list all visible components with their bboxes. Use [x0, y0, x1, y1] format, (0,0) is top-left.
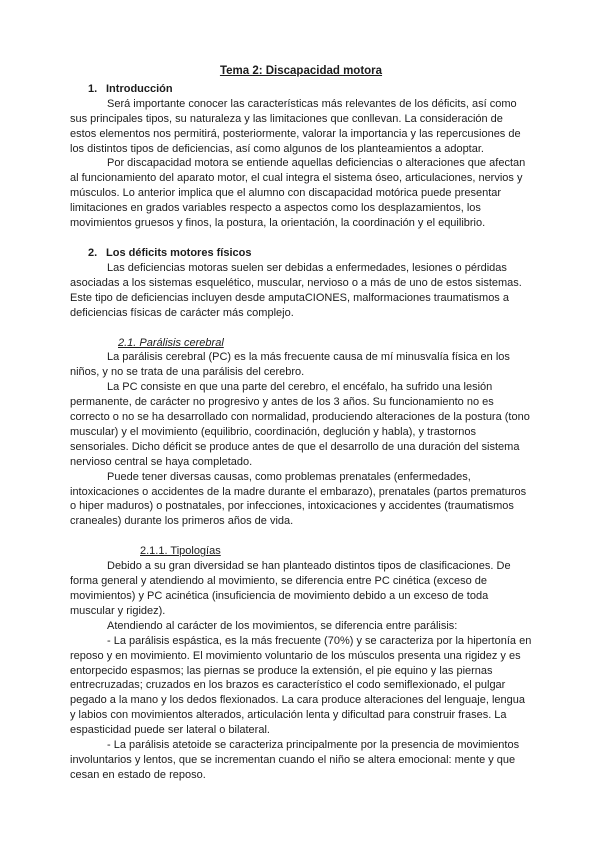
section-heading-introduccion [88, 82, 532, 97]
section-heading-deficits-motores [88, 246, 532, 261]
paragraph-tipologias-2: Atendiendo al carácter de los movimientos, se diferencia entre parálisis: [107, 619, 458, 632]
section-number: 1. [88, 82, 98, 95]
subsection-heading-tipologias: 2.1.1. Tipologías [140, 545, 221, 558]
document-title: Tema 2: Discapacidad motora [219, 65, 383, 77]
section-label: Introducción [106, 82, 173, 95]
paragraph-paralisis-espastica: - La parálisis espástica, es la más frecuente (70%) y se caracteriza por la hipertonía en reposo y en movimiento. El movimiento voluntario de los músculos presenta una rigidez y es entorpecido espasmos; las piernas se produce la extensión, el pie equino y las piernas entrecruzadas; cruzados en los brazos es característico el codo semiflexionado, el pulgar pegado a la mano y los dedos flexionados. La cara produce alteraciones del lenguaje, lengua y labios con movimientos alterados, articulación lenta y dificultad para construir frases. La espasticidad puede ser lateral o bilateral. [70, 634, 532, 737]
section-number: 2. [88, 246, 98, 259]
paragraph-pc-1: La parálisis cerebral (PC) es la más frecuente causa de mí minusvalía física en los niños, y no se trata de una parálisis del cerebro. [70, 351, 510, 379]
paragraph-deficits: Las deficiencias motoras suelen ser debidas a enfermedades, lesiones o pérdidas asociadas a los sistemas esquelético, muscular, nervioso o a más de uno de estos sistemas. Este tipo de deficiencias incluyen desde amputaCIONES, malformaciones traumatismos a deficiencias físicas de carácter más complejo. [70, 261, 522, 319]
section-label: Los déficits motores físicos [106, 246, 252, 259]
paragraph-intro-1: Será importante conocer las características más relevantes de los déficits, así como sus principales tipos, su naturaleza y las limitaciones que conllevan. La consideración de estos elementos nos permitirá, posteriormente, valorar la importancia y las repercusiones de los distintos tipos de deficiencias, así como algunos de los planteamientos a adoptar. [70, 97, 521, 155]
subsection-heading-paralisis-cerebral: 2.1. Parálisis cerebral [118, 336, 224, 349]
paragraph-intro-2: Por discapacidad motora se entiende aquellas deficiencias o alteraciones que afectan al funcionamiento del aparato motor, el cual integra el sistema óseo, articulaciones, nervios y músculos. Lo anterior implica que el alumno con discapacidad motórica puede presentar limitaciones en grados variables respecto a aspectos como los desplazamientos, los movimientos gruesos y finos, la postura, la orientación, la coordinación y el equilibrio. [70, 157, 526, 230]
paragraph-pc-3: Puede tener diversas causas, como problemas prenatales (enfermedades, intoxicaciones o accidentes de la madre durante el embarazo), prenatales (partos prematuros o hiper maduros) o postnatales, por infecciones, intoxicaciones y accidentes (traumatismos craneales) durante los primeros años de vida. [70, 470, 527, 528]
paragraph-pc-2: La PC consiste en que una parte del cerebro, el encéfalo, ha sufrido una lesión permanente, de carácter no progresivo y antes de los 3 años. Su funcionamiento no es correcto o no se ha desarrollado con normalidad, produciendo alteraciones de la postura (tono muscular) y el movimiento (equilibrio, coordinación, deglución y habla), y trastornos sensoriales. Dicho déficit se produce antes de que el desarrollo de una duración del sistema nervioso central se haya completado. [70, 381, 530, 468]
paragraph-paralisis-atetoide: - La parálisis atetoide se caracteriza principalmente por la presencia de movimientos involuntarios y lentos, que se incrementan cuando el niño se altera emocional: mente y que cesan en estado de reposo. [70, 739, 520, 781]
paragraph-tipologias-1: Debido a su gran diversidad se han planteado distintos tipos de clasificaciones. De forma general y atendiendo al movimiento, se diferencia entre PC cinética (exceso de movimientos) y PC acinética (insuficiencia de movimiento debido a un exceso de toda muscular y rigidez). [70, 560, 511, 617]
